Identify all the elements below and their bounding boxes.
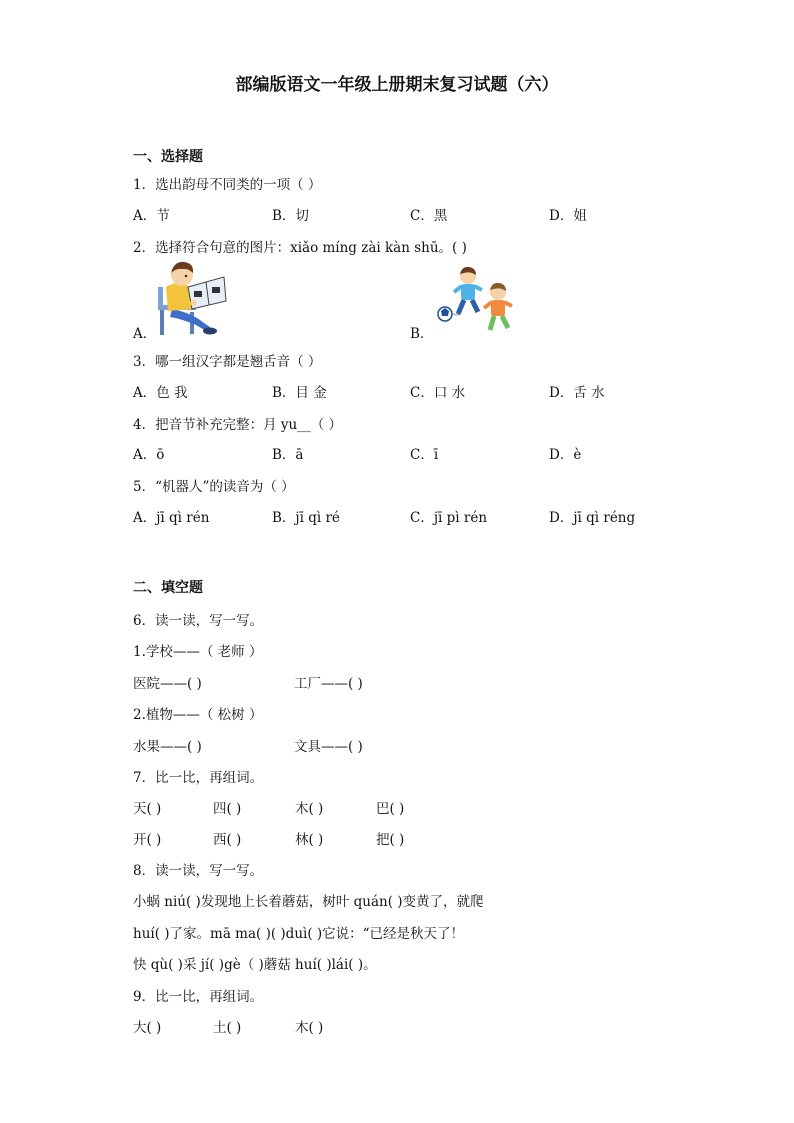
q7-blank[interactable]: 四( ) (213, 801, 242, 817)
q7-blank[interactable]: 把( ) (376, 832, 405, 848)
question-9-stem: 9．比一比，再组词。 (133, 989, 264, 1005)
q8-line-2[interactable]: huí( )了家。mā ma( )( )duì( )它说：“已经是秋天了！ (133, 926, 465, 942)
q3-option-d[interactable]: D．舌 水 (549, 385, 605, 401)
q8-line-3[interactable]: 快 qù( )采 jí( )gè（ )蘑菇 huí( )lái( )。 (133, 957, 377, 973)
q5-option-b[interactable]: B．jī qì ré (272, 510, 340, 526)
q1-option-d[interactable]: D．姐 (549, 208, 587, 224)
q5-option-a[interactable]: A．jī qì rén (133, 510, 210, 526)
q5-option-c[interactable]: C．jī pì rén (410, 510, 488, 526)
q1-option-c[interactable]: C．黑 (410, 208, 448, 224)
question-4-stem: 4．把音节补充完整：月 yu__（ ） (133, 417, 342, 433)
q7-blank[interactable]: 木( ) (295, 801, 324, 817)
q7-blank[interactable]: 西( ) (213, 832, 242, 848)
q6-blank-factory[interactable]: 工厂——( ) (294, 676, 363, 692)
question-6-stem: 6．读一读，写一写。 (133, 613, 264, 629)
q9-blank[interactable]: 土( ) (213, 1020, 242, 1036)
q7-blank[interactable]: 开( ) (133, 832, 162, 848)
question-5-stem: 5．“机器人”的读音为（ ） (133, 479, 295, 495)
page-title: 部编版语文一年级上册期末复习试题（六） (235, 75, 559, 95)
section-heading-choice: 一、选择题 (133, 149, 203, 165)
q4-option-c[interactable]: C．ī (410, 447, 439, 463)
q3-option-c[interactable]: C．口 水 (410, 385, 466, 401)
q6-blank-fruit[interactable]: 水果——( ) (133, 739, 202, 755)
section-heading-fill: 二、填空题 (133, 580, 203, 596)
q3-option-b[interactable]: B．目 金 (272, 385, 327, 401)
q2-option-b[interactable]: B． (410, 326, 434, 342)
question-1-stem: 1．选出韵母不同类的一项（ ） (133, 177, 322, 193)
question-3-stem: 3．哪一组汉字都是翘舌音（ ） (133, 354, 322, 370)
q3-option-a[interactable]: A．色 我 (133, 385, 188, 401)
q6-example-1: 1.学校——（ 老师 ） (133, 644, 263, 660)
q1-option-b[interactable]: B．切 (272, 208, 309, 224)
q7-blank[interactable]: 天( ) (133, 801, 162, 817)
q9-blank[interactable]: 大( ) (133, 1020, 162, 1036)
question-2-stem: 2．选择符合句意的图片：xiǎo míng zài kàn shū。( ) (133, 240, 467, 256)
q6-blank-hospital[interactable]: 医院——( ) (133, 676, 202, 692)
q6-example-2: 2.植物——（ 松树 ） (133, 707, 263, 723)
q4-option-d[interactable]: D．è (549, 447, 582, 463)
kids-playing-football-image[interactable] (436, 264, 516, 336)
question-8-stem: 8．读一读，写一写。 (133, 863, 264, 879)
q5-option-d[interactable]: D．jī qì réng (549, 510, 636, 526)
q4-option-a[interactable]: A．ō (133, 447, 165, 463)
q2-option-a[interactable]: A． (133, 326, 157, 342)
boy-reading-image[interactable] (152, 257, 232, 337)
q7-blank[interactable]: 巴( ) (376, 801, 405, 817)
q9-blank[interactable]: 木( ) (295, 1020, 324, 1036)
q8-line-1[interactable]: 小蜗 niú( )发现地上长着蘑菇，树叶 quán( )变黄了，就爬 (133, 894, 484, 910)
q6-blank-stationery[interactable]: 文具——( ) (294, 739, 363, 755)
question-7-stem: 7．比一比，再组词。 (133, 770, 264, 786)
q4-option-b[interactable]: B．ā (272, 447, 304, 463)
q7-blank[interactable]: 林( ) (295, 832, 324, 848)
q1-option-a[interactable]: A．节 (133, 208, 170, 224)
